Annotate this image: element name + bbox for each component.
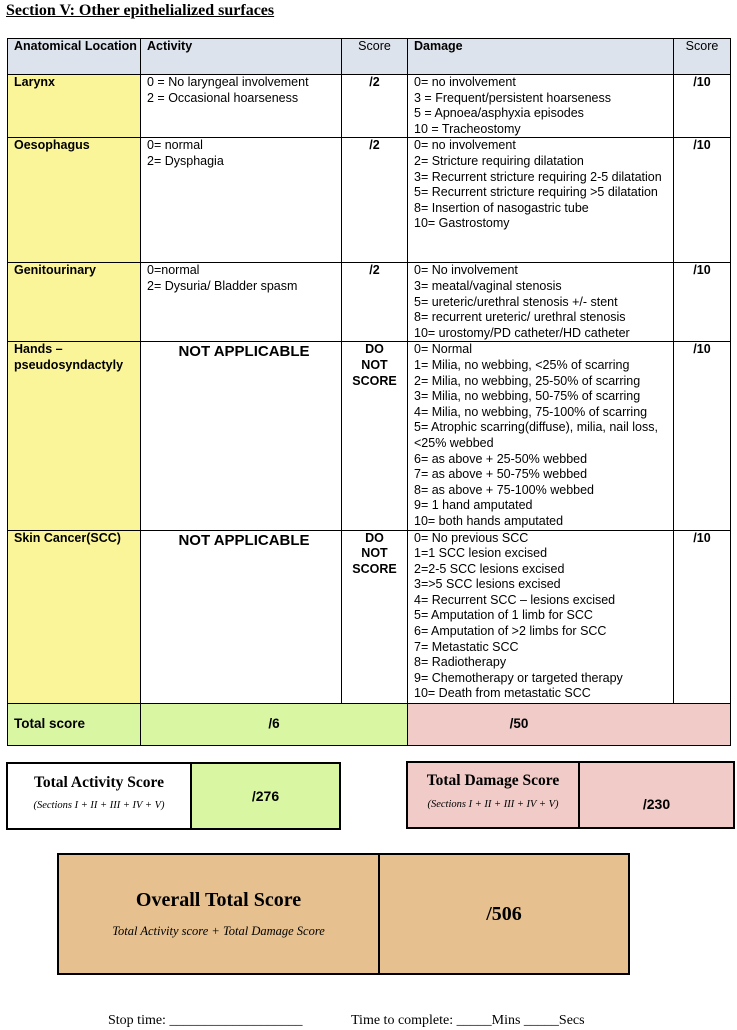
damage-option: 6= Amputation of >2 limbs for SCC: [414, 624, 607, 639]
row-activity: [141, 342, 342, 530]
overall-total-label: [59, 855, 380, 973]
damage-option: 5= Atrophic scarring(diffuse), milia, nail loss, <25% webbed: [414, 420, 658, 450]
row-location: Hands – pseudosyndactyly: [8, 342, 141, 530]
do-not-score-label: [342, 342, 408, 530]
row-damage: [408, 342, 674, 530]
total-damage-label: [408, 763, 580, 827]
damage-option: 6= as above + 25-50% webbed: [414, 451, 588, 466]
damage-option: 1=1 SCC lesion excised: [414, 546, 548, 561]
damage-option: 9= Chemotherapy or targeted therapy: [414, 670, 623, 685]
damage-option: 3= Recurrent stricture requiring 2-5 dilatation: [414, 169, 662, 184]
damage-option: 0= no involvement: [414, 138, 516, 153]
activity-option: 0 = No laryngeal involvement: [147, 75, 309, 89]
damage-score: /10: [674, 342, 731, 530]
overall-total-title: Overall Total Score: [135, 889, 302, 911]
do-not-score-word: DO: [365, 342, 384, 357]
row-activity: [141, 263, 342, 342]
do-not-score-word: NOT: [361, 546, 388, 561]
damage-option: 3= meatal/vaginal stenosis: [414, 278, 562, 293]
table-row: [8, 138, 731, 263]
header-row: [8, 39, 731, 75]
damage-option: 10 = Tracheostomy: [414, 121, 521, 136]
damage-option: 0= No involvement: [414, 263, 518, 278]
damage-option: 5= Amputation of 1 limb for SCC: [414, 608, 593, 623]
damage-option: 8= Radiotherapy: [414, 655, 507, 670]
activity-option: 0=normal: [147, 263, 200, 278]
damage-score: /10: [674, 75, 731, 138]
table-row: [8, 342, 731, 530]
activity-score: /2: [342, 263, 408, 342]
damage-option: 2= Stricture requiring dilatation: [414, 153, 584, 168]
damage-option: 5 = Apnoea/asphyxia episodes: [414, 106, 584, 121]
section-title: Section V: Other epithelialized surfaces: [6, 2, 275, 19]
row-damage: [408, 75, 674, 138]
not-applicable-label: NOT APPLICABLE: [178, 531, 310, 549]
damage-option: 7= Metastatic SCC: [414, 639, 519, 654]
total-damage-subtitle: (Sections I + II + III + IV + V): [427, 799, 559, 810]
damage-option: 0= No previous SCC: [414, 530, 529, 545]
row-location: Oesophagus: [8, 138, 141, 263]
table-row: [8, 530, 731, 703]
do-not-score-word: SCORE: [352, 561, 397, 576]
total-activity-subtitle: (Sections I + II + III + IV + V): [33, 800, 165, 811]
activity-option: 2= Dysphagia: [147, 153, 224, 168]
total-activity-score: /6: [141, 703, 408, 745]
row-activity: [141, 530, 342, 703]
total-activity-title: Total Activity Score: [33, 774, 165, 791]
damage-option: 10= Death from metastatic SCC: [414, 686, 591, 701]
overall-total-box: [57, 853, 630, 975]
damage-option: 4= Milia, no webbing, 75-100% of scarring: [414, 404, 648, 419]
damage-option: 4= Recurrent SCC – lesions excised: [414, 592, 616, 607]
stop-time-field[interactable]: Stop time: ___________________: [108, 1013, 303, 1028]
total-activity-box: [6, 762, 341, 830]
total-activity-value: /276: [251, 788, 280, 804]
damage-score: /10: [674, 138, 731, 263]
header-damage-score: Score: [674, 39, 731, 75]
damage-score: /10: [674, 530, 731, 703]
row-location: Genitourinary: [8, 263, 141, 342]
do-not-score-word: NOT: [361, 357, 388, 372]
damage-option: 10= both hands amputated: [414, 513, 564, 528]
total-row: [8, 703, 731, 745]
damage-score: /10: [674, 263, 731, 342]
activity-option: 0= normal: [147, 138, 203, 153]
damage-option: 8= Insertion of nasogastric tube: [414, 200, 589, 215]
damage-option: 10= urostomy/PD catheter/HD catheter: [414, 325, 630, 340]
damage-option: 7= as above + 50-75% webbed: [414, 467, 588, 482]
damage-option: 1= Milia, no webbing, <25% of scarring: [414, 357, 630, 372]
not-applicable-label: NOT APPLICABLE: [178, 343, 310, 361]
damage-option: 3= Milia, no webbing, 50-75% of scarring: [414, 389, 641, 404]
row-damage: [408, 138, 674, 263]
header-activity: Activity: [141, 39, 342, 75]
row-damage: [408, 530, 674, 703]
row-activity: [141, 75, 342, 138]
row-location: Skin Cancer(SCC): [8, 530, 141, 703]
total-damage-title: Total Damage Score: [426, 772, 560, 789]
activity-option: 2 = Occasional hoarseness: [147, 90, 299, 105]
damage-option: 0= Normal: [414, 342, 473, 357]
damage-option: 0= no involvement: [414, 75, 516, 89]
activity-option: 2= Dysuria/ Bladder spasm: [147, 278, 298, 293]
table-row: [8, 75, 731, 138]
damage-option: 8= recurrent ureteric/ urethral stenosis: [414, 310, 626, 325]
row-damage: [408, 263, 674, 342]
time-to-complete-field[interactable]: Time to complete: _____Mins _____Secs: [351, 1013, 585, 1028]
total-damage-score: /50: [408, 703, 731, 745]
do-not-score-word: DO: [365, 530, 384, 545]
header-activity-score: Score: [342, 39, 408, 75]
damage-option: 5= Recurrent stricture requiring >5 dilatation: [414, 185, 658, 200]
damage-option: 2=2-5 SCC lesions excised: [414, 561, 565, 576]
damage-option: 8= as above + 75-100% webbed: [414, 482, 594, 497]
damage-option: 5= ureteric/urethral stenosis +/- stent: [414, 294, 618, 309]
score-table: [7, 38, 731, 746]
header-damage: Damage: [408, 39, 674, 75]
total-activity-label: [8, 764, 192, 828]
activity-score: /2: [342, 75, 408, 138]
do-not-score-label: [342, 530, 408, 703]
header-location: Anatomical Location: [8, 39, 141, 75]
total-label: Total score: [8, 703, 141, 745]
do-not-score-word: SCORE: [352, 373, 397, 388]
overall-total-subtitle: Total Activity score + Total Damage Score: [112, 924, 325, 938]
damage-option: 3 = Frequent/persistent hoarseness: [414, 90, 611, 105]
damage-option: 9= 1 hand amputated: [414, 498, 533, 513]
row-location: Larynx: [8, 75, 141, 138]
damage-option: 3=>5 SCC lesions excised: [414, 577, 561, 592]
table-row: [8, 263, 731, 342]
total-damage-value: /230: [642, 796, 671, 812]
overall-total-value: /506: [486, 902, 522, 925]
damage-option: 10= Gastrostomy: [414, 216, 510, 231]
damage-option: 2= Milia, no webbing, 25-50% of scarring: [414, 373, 641, 388]
activity-score: /2: [342, 138, 408, 263]
total-damage-box: [406, 761, 735, 829]
row-activity: [141, 138, 342, 263]
